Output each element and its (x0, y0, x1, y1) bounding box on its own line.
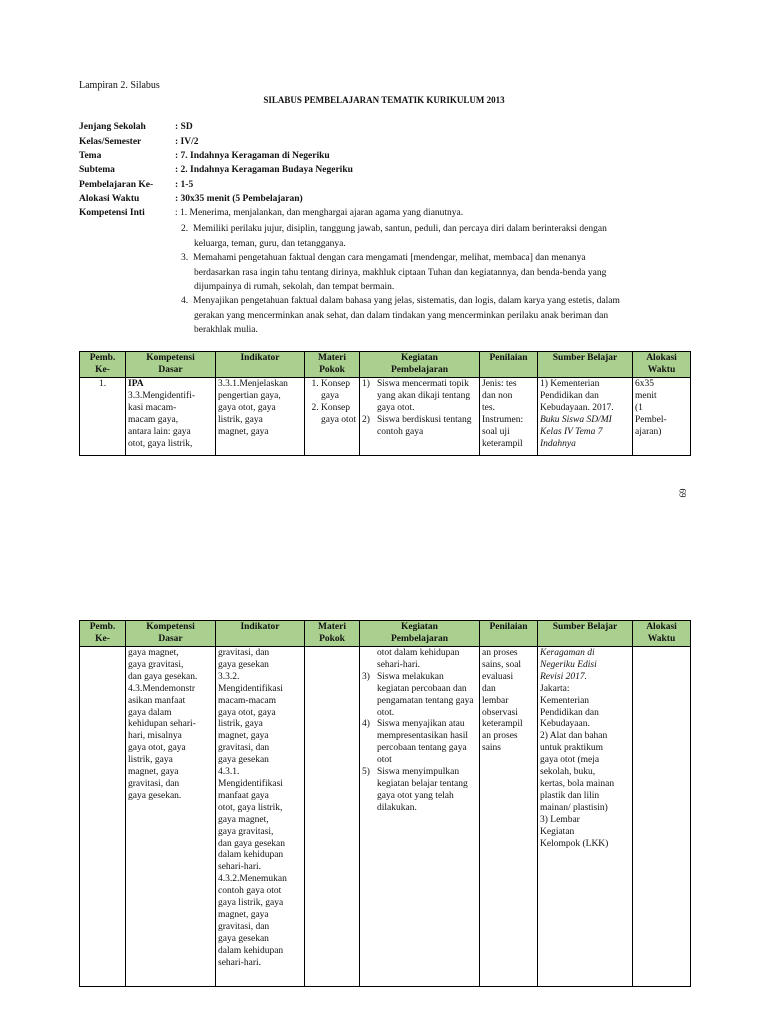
kompetensi-inti-4 (181, 294, 701, 338)
list-item: 3) Siswa melakukan kegiatan percobaan dan pengamatan tentang gaya otot. (362, 671, 474, 718)
ki-text: Memiliki perilaku jujur, disiplin, tanggung jawab, santun, peduli, dan percaya diri dalam berinteraksi dengan (193, 224, 607, 234)
cell-line: gaya listrik, gaya (218, 898, 284, 909)
cell-line: an proses (482, 648, 518, 658)
cell-kegiatan (360, 378, 480, 456)
meta-label-kelas: Kelas/Semester (79, 137, 142, 147)
table-row (80, 378, 691, 456)
cell-line: sehari-hari. (218, 957, 261, 968)
cell-line: otot, gaya listrik, (218, 802, 283, 813)
cell-line: listrik, gaya (128, 755, 173, 766)
cell-line: plastik dan lilin (540, 790, 600, 801)
cell-kegiatan (360, 647, 480, 987)
header-kegiatan: Kegiatan Pembelajaran (360, 621, 480, 647)
table-header-row (80, 621, 691, 647)
meta-value-alokasi: : 30x35 menit (5 Pembelajaran) (175, 194, 303, 204)
header-indikator: Indikator (216, 621, 305, 647)
header-alokasi-waktu: Alokasi Waktu (633, 621, 691, 647)
meta-label-jenjang: Jenjang Sekolah (79, 122, 146, 132)
header-alokasi-waktu: Alokasi Waktu (633, 352, 691, 378)
cell-line: gaya otot, gaya (218, 707, 276, 718)
cell-line: manfaat gaya (218, 790, 269, 801)
list-item: 1. Konsep gaya (321, 379, 357, 403)
meta-label-pembelajaran: Pembelajaran Ke- (79, 180, 154, 190)
list-item: 2. Konsep gaya otot (321, 403, 357, 427)
cell-line: kehidupan sehari- (128, 719, 196, 730)
cell-line: gaya gesekan. (128, 790, 182, 801)
cell-sumber-belajar: 1) Kementerian Pendidikan dan Kebudayaan. 2017. Buku Siswa SD/MI Kelas IV Tema 7 Indahnya (538, 378, 633, 456)
cell-line: gravitasi, dan (218, 921, 270, 932)
cell-materi-pokok (305, 647, 360, 987)
cell-line: dalam kehidupan (218, 945, 284, 956)
table-row (80, 647, 691, 987)
cell-penilaian (480, 647, 538, 987)
list-item: 1) Siswa mencermati topik yang akan dikaji tentang gaya otot. (362, 379, 471, 413)
cell-indikator (216, 647, 305, 987)
header-indikator: Indikator (216, 352, 305, 378)
kompetensi-inti-2 (181, 222, 701, 251)
header-penilaian: Penilaian (480, 621, 538, 647)
cell-pemb: 1. (80, 378, 126, 456)
cell-line: sains, soal (482, 659, 522, 670)
page-number: 69 (677, 488, 688, 498)
cell-line: sains (482, 743, 501, 754)
syllabus-table-1 (79, 351, 691, 456)
header-pemb: Pemb. Ke- (80, 352, 126, 378)
document-title: SILABUS PEMBELAJARAN TEMATIK KURIKULUM 2013 (263, 95, 505, 105)
cell-line: Mengidentifikasi (218, 778, 283, 789)
meta-label-alokasi: Alokasi Waktu (79, 194, 140, 204)
cell-line: dan gaya gesekan. (128, 671, 198, 682)
cell-line: Negeriku Edisi (540, 659, 597, 670)
ki-text: keluarga, teman, guru, dan tetangganya. (194, 238, 346, 249)
ki-text: gerakan yang mencerminkan anak sehat, dan dalam tindakan yang mencerminkan perilaku anak beriman dan (194, 310, 609, 321)
cell-line: 4.3.Mendemonstr (128, 683, 196, 694)
ki-text: Memahami pengetahuan faktual dengan cara mengamati [mendengar, melihat, membaca] dan menanya (193, 253, 586, 263)
meta-label-tema: Tema (79, 151, 102, 161)
cell-alokasi-waktu: 6x35 menit (1 Pembel- ajaran) (633, 378, 691, 456)
cell-line: gaya gravitasi, (128, 659, 184, 670)
list-item: 5) Siswa menyimpulkan kegiatan belajar tentang gaya otot yang telah dilakukan. (362, 767, 468, 813)
kompetensi-inti-1: : 1. Menerima, menjalankan, dan menghargai ajaran agama yang dianutnya. (175, 208, 464, 218)
cell-line: Keragaman di (540, 648, 595, 658)
cell-line: asikan manfaat (128, 695, 186, 706)
cell-line: gaya gesekan (218, 933, 269, 944)
header-sumber-belajar: Sumber Belajar (538, 352, 633, 378)
lampiran-label: Lampiran 2. Silabus (79, 80, 160, 91)
meta-label-subtema: Subtema (79, 165, 115, 175)
meta-label-kompetensi-inti: Kompetensi Inti (79, 208, 145, 218)
cell-line: gaya otot (meja (540, 755, 600, 766)
cell-line: Kebudayaan. (540, 719, 590, 730)
cell-line: gaya gesekan (218, 755, 269, 766)
meta-value-pembelajaran: : 1-5 (175, 180, 194, 190)
list-item-continued: otot dalam kehidupan sehari-hari. (377, 648, 460, 670)
ki-number: 2. (181, 224, 189, 234)
cell-line: 4.3.1. (218, 767, 240, 778)
cell-line: 3.3.2. (218, 671, 240, 682)
header-penilaian: Penilaian (480, 352, 538, 378)
cell-line: kertas, bola mainan (540, 778, 615, 789)
kompetensi-inti-3 (181, 251, 701, 295)
cell-line: 2) Alat dan bahan (540, 731, 608, 742)
cell-line: magnet, gaya (218, 731, 269, 742)
ki-number: 4. (181, 296, 189, 306)
cell-line: sehari-hari. (218, 862, 261, 873)
ki-text: berakhlak mulia. (194, 325, 258, 335)
cell-line: untuk praktikum (540, 743, 604, 754)
cell-pemb (80, 647, 126, 987)
cell-line: keterampil (482, 719, 523, 730)
cell-line: Kegiatan (540, 826, 575, 837)
cell-line: gaya magnet, (128, 648, 179, 658)
list-item: 4) Siswa menyajikan atau mempresentasikan hasil percobaan tentang gaya otot (362, 719, 469, 766)
header-materi-pokok: Materi Pokok (305, 621, 360, 647)
list-item: 2) Siswa berdiskusi tentang contoh gaya (362, 414, 472, 437)
header-sumber-belajar: Sumber Belajar (538, 621, 633, 647)
ki-text: Menyajikan pengetahuan faktual dalam bahasa yang jelas, sistematis, dan logis, dalam karya yang estetis, dalam (193, 296, 620, 306)
cell-line: dalam kehidupan (218, 850, 284, 861)
ki-text: berdasarkan rasa ingin tahu tentang dirinya, makhluk ciptaan Tuhan dan kegiatannya, dan benda-benda yang (194, 267, 607, 278)
cell-line: gaya magnet, (218, 814, 269, 825)
cell-line: gaya dalam (128, 707, 172, 718)
cell-line: dan gaya gesekan (218, 838, 285, 849)
cell-line: dan (482, 683, 496, 694)
ki-number: 3. (181, 253, 189, 263)
cell-line: 3) Lembar (540, 814, 580, 825)
header-kompetensi-dasar: Kompetensi Dasar (126, 352, 216, 378)
cell-kompetensi-dasar: IPA 3.3.Mengidentifi- kasi macam- macam gaya, antara lain: gaya otot, gaya listrik, (126, 378, 216, 456)
table-header-row (80, 352, 691, 378)
cell-line: Pendidikan dan (540, 707, 599, 718)
cell-alokasi-waktu (633, 647, 691, 987)
cell-line: gravitasi, dan (218, 743, 270, 754)
meta-value-jenjang: : SD (175, 122, 193, 132)
cell-line: lembar (482, 695, 509, 706)
header-pemb: Pemb. Ke- (80, 621, 126, 647)
cell-line: magnet, gaya (128, 767, 179, 778)
cell-line: sekolah, buku, (540, 767, 596, 778)
cell-sumber-belajar (538, 647, 633, 987)
cell-line: gaya otot, gaya (128, 743, 186, 754)
header-kegiatan: Kegiatan Pembelajaran (360, 352, 480, 378)
cell-line: macam-macam (218, 695, 277, 706)
cell-indikator: 3.3.1.Menjelaskan pengertian gaya, gaya otot, gaya listrik, gaya magnet, gaya (216, 378, 305, 456)
header-kompetensi-dasar: Kompetensi Dasar (126, 621, 216, 647)
cell-line: Jakarta: (540, 683, 570, 694)
cell-line: gaya gesekan (218, 659, 269, 670)
meta-value-tema: : 7. Indahnya Keragaman di Negeriku (175, 151, 330, 161)
cell-line: observasi (482, 707, 518, 718)
cell-penilaian: Jenis: tes dan non tes. Instrumen: soal uji keterampil (480, 378, 538, 456)
cell-line: magnet, gaya (218, 909, 269, 920)
cell-kompetensi-dasar (126, 647, 216, 987)
cell-materi-pokok (305, 378, 360, 456)
cell-line: Revisi 2017. (540, 671, 587, 682)
header-materi-pokok: Materi Pokok (305, 352, 360, 378)
cell-line: mainan/ plastisin) (540, 802, 608, 813)
syllabus-table-2 (79, 620, 691, 987)
cell-line: gravitasi, dan (128, 778, 180, 789)
cell-line: an proses (482, 731, 518, 742)
cell-line: listrik, gaya (218, 719, 263, 730)
cell-line: gravitasi, dan (218, 648, 270, 658)
cell-line: Kementerian (540, 695, 590, 706)
cell-line: contoh gaya otot (218, 886, 282, 897)
cell-line: gaya gravitasi, (218, 826, 274, 837)
cell-line: 4.3.2.Menemukan (218, 874, 287, 885)
meta-value-subtema: : 2. Indahnya Keragaman Budaya Negeriku (175, 165, 353, 175)
cell-line: Kelompok (LKK) (540, 838, 609, 849)
cell-line: evaluasi (482, 671, 514, 682)
ki-text: dijumpainya di rumah, sekolah, dan tempat bermain. (194, 282, 395, 292)
meta-value-kelas: : IV/2 (175, 137, 199, 147)
cell-line: hari, misalnya (128, 731, 182, 742)
cell-line: Mengidentifikasi (218, 683, 283, 694)
